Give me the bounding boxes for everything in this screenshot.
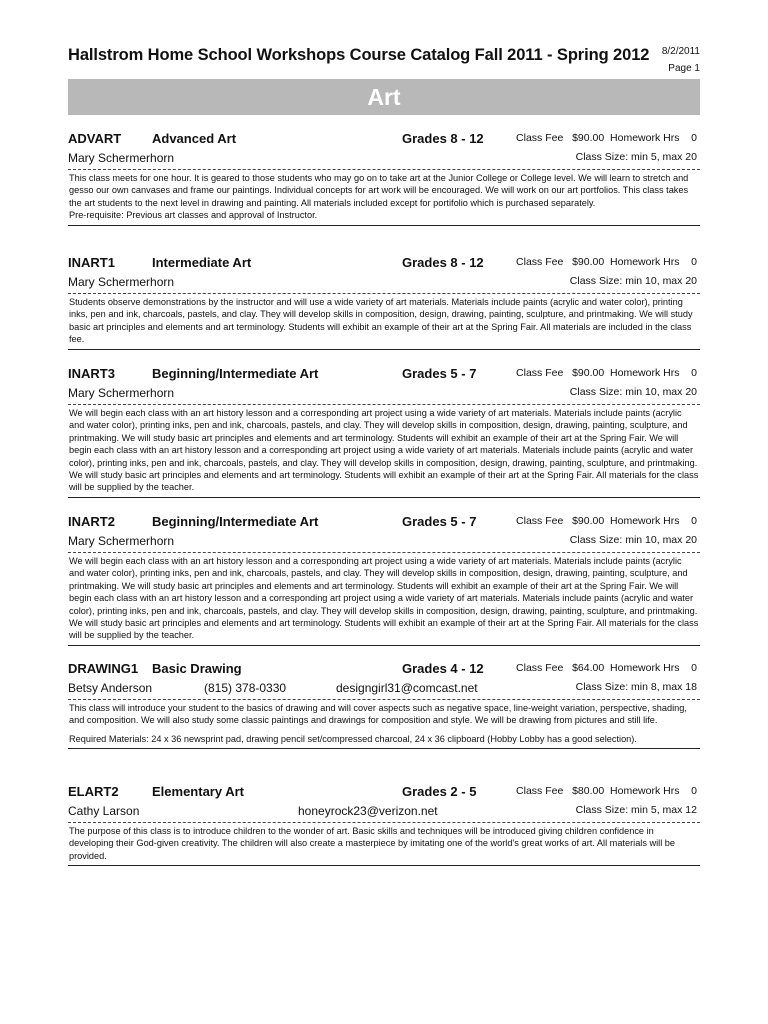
homework-label: Homework Hrs (610, 256, 680, 268)
course-title: Advanced Art (152, 131, 237, 146)
course-description (68, 699, 700, 749)
course-grades: Grades 5 - 7 (402, 514, 477, 529)
class-fee-label: Class Fee (516, 367, 564, 379)
class-size: Class Size: min 10, max 20 (569, 534, 697, 546)
class-size: Class Size: min 5, max 12 (575, 804, 697, 816)
teacher-name: Mary Schermerhorn (68, 151, 175, 165)
course-grades: Grades 8 - 12 (402, 255, 484, 270)
fee-line (516, 515, 697, 527)
section-banner: Art (68, 79, 700, 115)
course-description (68, 293, 700, 350)
teacher-name: Mary Schermerhorn (68, 534, 175, 548)
course-instructor-row (68, 679, 700, 697)
description-paragraph: Pre-requisite: Previous art classes and approval of Instructor. (69, 210, 318, 221)
course-header (68, 784, 700, 802)
course-title: Intermediate Art (152, 255, 252, 270)
course-title: Beginning/Intermediate Art (152, 366, 319, 381)
course-header (68, 366, 700, 384)
homework-label: Homework Hrs (610, 132, 680, 144)
class-fee-value: $90.00 (572, 132, 605, 144)
description-paragraph: We will begin each class with an art history lesson and a corresponding art project using a wide variety of art materials. Materials include paints (acrylic and water color), printing inks, pen and ink, charcoals, pastels, and clay. They will develop skills in composition, design, drawing, painting, sculpture, and printmaking. We will study basic art principles and elements and art terminology. Students will exhibit an example of their art at the Spring Fair. We will begin each class with an art history lesson and a corresponding art project using a wide variety of art materials. Materials include paints (acrylic and water color), printing inks, pen and ink, charcoals, pastels, and clay. They will develop skills in composition, design, drawing, painting, sculpture, and printmaking. We will study basic art principles and elements and art terminology. Students will exhibit an example of their art at the Spring Fair. All materials for the class will be supplied by the teacher. (69, 556, 699, 641)
teacher-name: Betsy Anderson (68, 681, 153, 695)
teacher-name: Cathy Larson (68, 804, 140, 818)
course-grades: Grades 2 - 5 (402, 784, 477, 799)
course-code: ELART2 (68, 784, 119, 799)
fee-line (516, 256, 697, 268)
catalog-title: Hallstrom Home School Workshops Course Catalog Fall 2011 - Spring 2012 (68, 46, 650, 64)
homework-value: 0 (691, 132, 697, 144)
course-block (68, 784, 700, 866)
page-number: Page 1 (668, 63, 700, 74)
course-header (68, 255, 700, 273)
teacher-phone: (815) 378-0330 (204, 681, 287, 695)
course-title: Basic Drawing (152, 661, 242, 676)
class-fee-value: $90.00 (572, 256, 605, 268)
description-paragraph: This class will introduce your student to the basics of drawing and will cover aspects such as negative space, line-weight variation, perspective, shading, and composition. We will also study some classic paintings and drawings for composition and style. We will be drawing from pictures and still life. (69, 703, 687, 726)
course-grades: Grades 5 - 7 (402, 366, 477, 381)
description-paragraph: Students observe demonstrations by the instructor and will use a wide variety of art materials. Materials include paints (acrylic and water color), printing inks, pen and ink, charcoals, pastels, and clay. They will develop skills in composition, design, drawing, painting, sculpture, and printmaking. We will study basic art principles and elements and art terminology. Students will exhibit an example of their art at the Spring Fair. All materials are included in the class fee. (69, 297, 693, 345)
course-title: Elementary Art (152, 784, 244, 799)
fee-line (516, 785, 697, 797)
teacher-email: honeyrock23@verizon.net (298, 804, 438, 818)
description-paragraph: The purpose of this class is to introduce children to the wonder of art. Basic skills and techniques will be introduced giving children confidence in developing their God-given creativity. The children will also create a masterpiece by imitating one of the world's great works of art. All materials will be provided. (69, 826, 676, 861)
course-header (68, 661, 700, 679)
class-fee-label: Class Fee (516, 515, 564, 527)
course-instructor-row (68, 532, 700, 550)
homework-value: 0 (691, 662, 697, 674)
course-block (68, 366, 700, 498)
course-instructor-row (68, 384, 700, 402)
fee-line (516, 662, 697, 674)
homework-value: 0 (691, 256, 697, 268)
course-instructor-row (68, 273, 700, 291)
course-description (68, 822, 700, 866)
homework-value: 0 (691, 367, 697, 379)
course-header (68, 131, 700, 149)
fee-line (516, 132, 697, 144)
course-grades: Grades 8 - 12 (402, 131, 484, 146)
course-code: DRAWING1 (68, 661, 139, 676)
course-code: INART2 (68, 514, 115, 529)
homework-value: 0 (691, 785, 697, 797)
class-fee-label: Class Fee (516, 785, 564, 797)
class-fee-label: Class Fee (516, 132, 564, 144)
course-title: Beginning/Intermediate Art (152, 514, 319, 529)
class-fee-value: $90.00 (572, 515, 605, 527)
course-description (68, 404, 700, 498)
class-size: Class Size: min 5, max 20 (575, 151, 697, 163)
course-description (68, 552, 700, 646)
description-paragraph: We will begin each class with an art history lesson and a corresponding art project using a wide variety of art materials. Materials include paints (acrylic and water color), printing inks, pen and ink, charcoals, pastels, and clay. They will develop skills in composition, design, drawing, painting, sculpture, and printmaking. We will study basic art principles and elements and art terminology. Students will exhibit an example of their art at the Spring Fair. We will begin each class with an art history lesson and a corresponding art project using a wide variety of art materials. Materials include paints (acrylic and water color), printing inks, pen and ink, charcoals, pastels, and clay. They will develop skills in composition, design, drawing, painting, sculpture, and printmaking. We will study basic art principles and elements and art terminology. Students will exhibit an example of their art at the Spring Fair. All materials for the class will be supplied by the teacher. (69, 408, 699, 493)
course-block (68, 255, 700, 350)
description-paragraph: Required Materials: 24 x 36 newsprint pad, drawing pencil set/compressed charcoal, 24 x 36 clipboard (Hobby Lobby has a good selection). (69, 733, 637, 744)
print-date: 8/2/2011 (661, 46, 700, 57)
homework-value: 0 (691, 515, 697, 527)
fee-line (516, 367, 697, 379)
course-instructor-row (68, 149, 700, 167)
description-paragraph: This class meets for one hour. It is geared to those students who may go on to take art at the Junior College or College level. We will learn to stretch and gesso our own canvases and frame our paintings. Individual concepts for art work will be encouraged. We will work on our art portfolios. This class takes the art students to the next level in drawing and painting. All materials included except for portifolio which is purchased separately. (69, 173, 689, 208)
course-block (68, 131, 700, 226)
class-size: Class Size: min 10, max 20 (569, 275, 697, 287)
course-description (68, 169, 700, 226)
class-size: Class Size: min 10, max 20 (569, 386, 697, 398)
course-header (68, 514, 700, 532)
course-instructor-row (68, 802, 700, 820)
course-code: INART1 (68, 255, 115, 270)
homework-label: Homework Hrs (610, 662, 680, 674)
class-size: Class Size: min 8, max 18 (575, 681, 697, 693)
homework-label: Homework Hrs (610, 515, 680, 527)
course-block (68, 661, 700, 749)
teacher-email: designgirl31@comcast.net (336, 681, 478, 695)
class-fee-label: Class Fee (516, 662, 564, 674)
homework-label: Homework Hrs (610, 785, 680, 797)
course-block (68, 514, 700, 646)
teacher-name: Mary Schermerhorn (68, 275, 175, 289)
class-fee-value: $80.00 (572, 785, 605, 797)
class-fee-value: $64.00 (572, 662, 605, 674)
class-fee-label: Class Fee (516, 256, 564, 268)
class-fee-value: $90.00 (572, 367, 605, 379)
course-grades: Grades 4 - 12 (402, 661, 484, 676)
teacher-name: Mary Schermerhorn (68, 386, 175, 400)
course-code: INART3 (68, 366, 115, 381)
course-code: ADVART (68, 131, 122, 146)
homework-label: Homework Hrs (610, 367, 680, 379)
